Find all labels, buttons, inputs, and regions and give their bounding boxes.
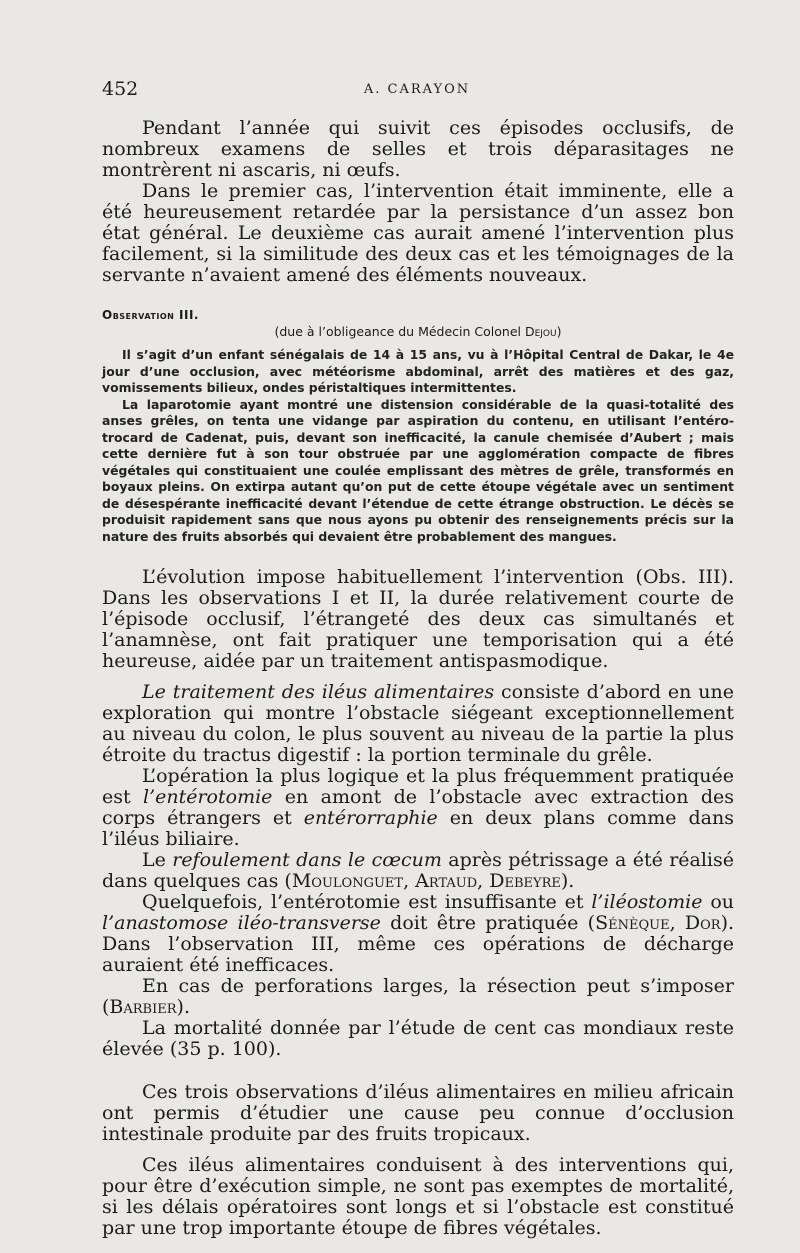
p6-text-c: ). (560, 870, 575, 892)
paragraph-6 (102, 850, 734, 892)
p5-text-a: L’opération la plus logique et la plus fréquemment pratiquée est (102, 765, 734, 808)
p4-emphasis: Le traitement des iléus alimentaires (142, 681, 495, 703)
subtitle-suffix: ) (556, 324, 562, 339)
paragraph-1: Pendant l’année qui suivit ces épisodes occlusifs, de nombreux examens de selles et trois déparasitages ne montrèrent ni ascaris, ni œufs. (102, 117, 734, 181)
paragraph-4 (102, 682, 734, 766)
paragraph-8 (102, 976, 734, 1018)
p5-emphasis-2: entérorraphie (303, 807, 438, 829)
observation-subtitle (102, 324, 734, 339)
p4-text: consiste d’abord en une exploration qui montre l’obstacle siégeant exceptionnellement au niveau du colon, le plus souvent au niveau de la partie la plus étroite du tractus digestif : la portion terminale du grêle. (102, 681, 734, 766)
paragraph-7 (102, 892, 734, 976)
p5-text-b: en amont de l’obstacle avec extraction des corps étrangers et (102, 786, 735, 829)
p7-text-a: Quelquefois, l’entérotomie est insuffisante et (142, 891, 592, 913)
page-number: 452 (102, 78, 139, 100)
p7-emphasis-1: l’iléostomie (591, 891, 703, 913)
paragraph-10: Ces trois observations d’iléus alimentaires en milieu africain ont permis d’étudier une cause peu connue d’occlusion intestinale produite par des fruits tropicaux. (102, 1081, 734, 1145)
p5-emphasis-1: l’entérotomie (143, 786, 273, 808)
p7-emphasis-2: l’anastomose iléo-transverse (102, 912, 381, 934)
p5-text-c: en deux plans comme dans l’iléus biliaire. (102, 807, 734, 850)
running-head: A. CARAYON (363, 82, 471, 97)
subtitle-prefix: (due à l’obligeance du Médecin Colonel (274, 324, 525, 339)
p7-authors: Sénèque, Dor (595, 912, 721, 934)
p8-text-a: En cas de perforations larges, la résection peut s’imposer ( (102, 975, 734, 1018)
p7-text-b: ou (702, 891, 734, 913)
p7-text-c: doit être pratiquée ( (380, 912, 596, 934)
page-header (102, 78, 732, 104)
page-body (102, 118, 734, 1239)
subtitle-name: Dejou (524, 324, 557, 339)
p8-text-b: ). (176, 996, 190, 1018)
observation-paragraph-1: Il s’agit d’un enfant sénégalais de 14 à 15 ans, vu à l’Hôpital Central de Dakar, le 4e jour d’une occlusion, avec météorisme abdominal, arrêt des matières et des gaz, vomissements bilieux, ondes péristaltiques intermittentes. (102, 347, 734, 395)
paragraph-3: L’évolution impose habituellement l’intervention (Obs. III). Dans les observations I et II, la durée relativement courte de l’épisode occlusif, l’étrangeté des deux cas simultanés et l’anamnèse, ont fait pratiquer une temporisation qui a été heureuse, aidée par un traitement antispasmodique. (102, 566, 734, 672)
paragraph-2: Dans le premier cas, l’intervention était imminente, elle a été heureusement retardée par la persistance d’un assez bon état général. Le deuxième cas aurait amené l’intervention plus facilement, si la similitude des deux cas et les témoignages de la servante n’avaient amené des éléments nouveaux. (102, 180, 734, 286)
p6-text-a: Le (142, 849, 173, 871)
observation-paragraph-2: La laparotomie ayant montré une distension considérable de la quasi-totalité des anses grêles, on tenta une vidange par aspiration du contenu, en utilisant l’entéro-trocard de Cadenat, puis, devant son inefficacité, la canule chemisée d’Aubert ; mais cette dernière fut à son tour obstruée par une agglomération compacte de fibres végétales qui constituaient une coulée emplissant des mètres de grêle, transformés en boyaux pleins. On extirpa autant qu’on put de cette étoupe végétale avec un sentiment de désespérante inefficacité devant l’étendue de cette étrange obstruction. Le décès se produisit rapidement sans que nous ayons pu obtenir des renseignements précis sur la nature des fruits absorbés qui devaient être probablement des mangues. (102, 396, 734, 544)
p7-text-d: ). Dans l’observation III, même ces opérations de décharge auraient été inefficaces. (102, 912, 735, 976)
paragraph-9: La mortalité donnée par l’étude de cent cas mondiaux reste élevée (35 p. 100). (102, 1017, 734, 1060)
paragraph-11: Ces iléus alimentaires conduisent à des interventions qui, pour être d’exécution simple, ne sont pas exemptes de mortalité, si les délais opératoires sont longs et si l’obstacle est constitué par une trop importante étoupe de fibres végétales. (102, 1154, 734, 1239)
p6-text-b: après pétrissage a été réalisé dans quelques cas ( (102, 849, 734, 892)
p6-authors: Moulonguet, Artaud, Debeyre (291, 870, 561, 892)
paragraph-5 (102, 766, 734, 850)
p6-emphasis: refoulement dans le cœcum (172, 849, 442, 871)
p8-author: Barbier (109, 996, 177, 1018)
observation-title: Observation III. (102, 308, 199, 322)
